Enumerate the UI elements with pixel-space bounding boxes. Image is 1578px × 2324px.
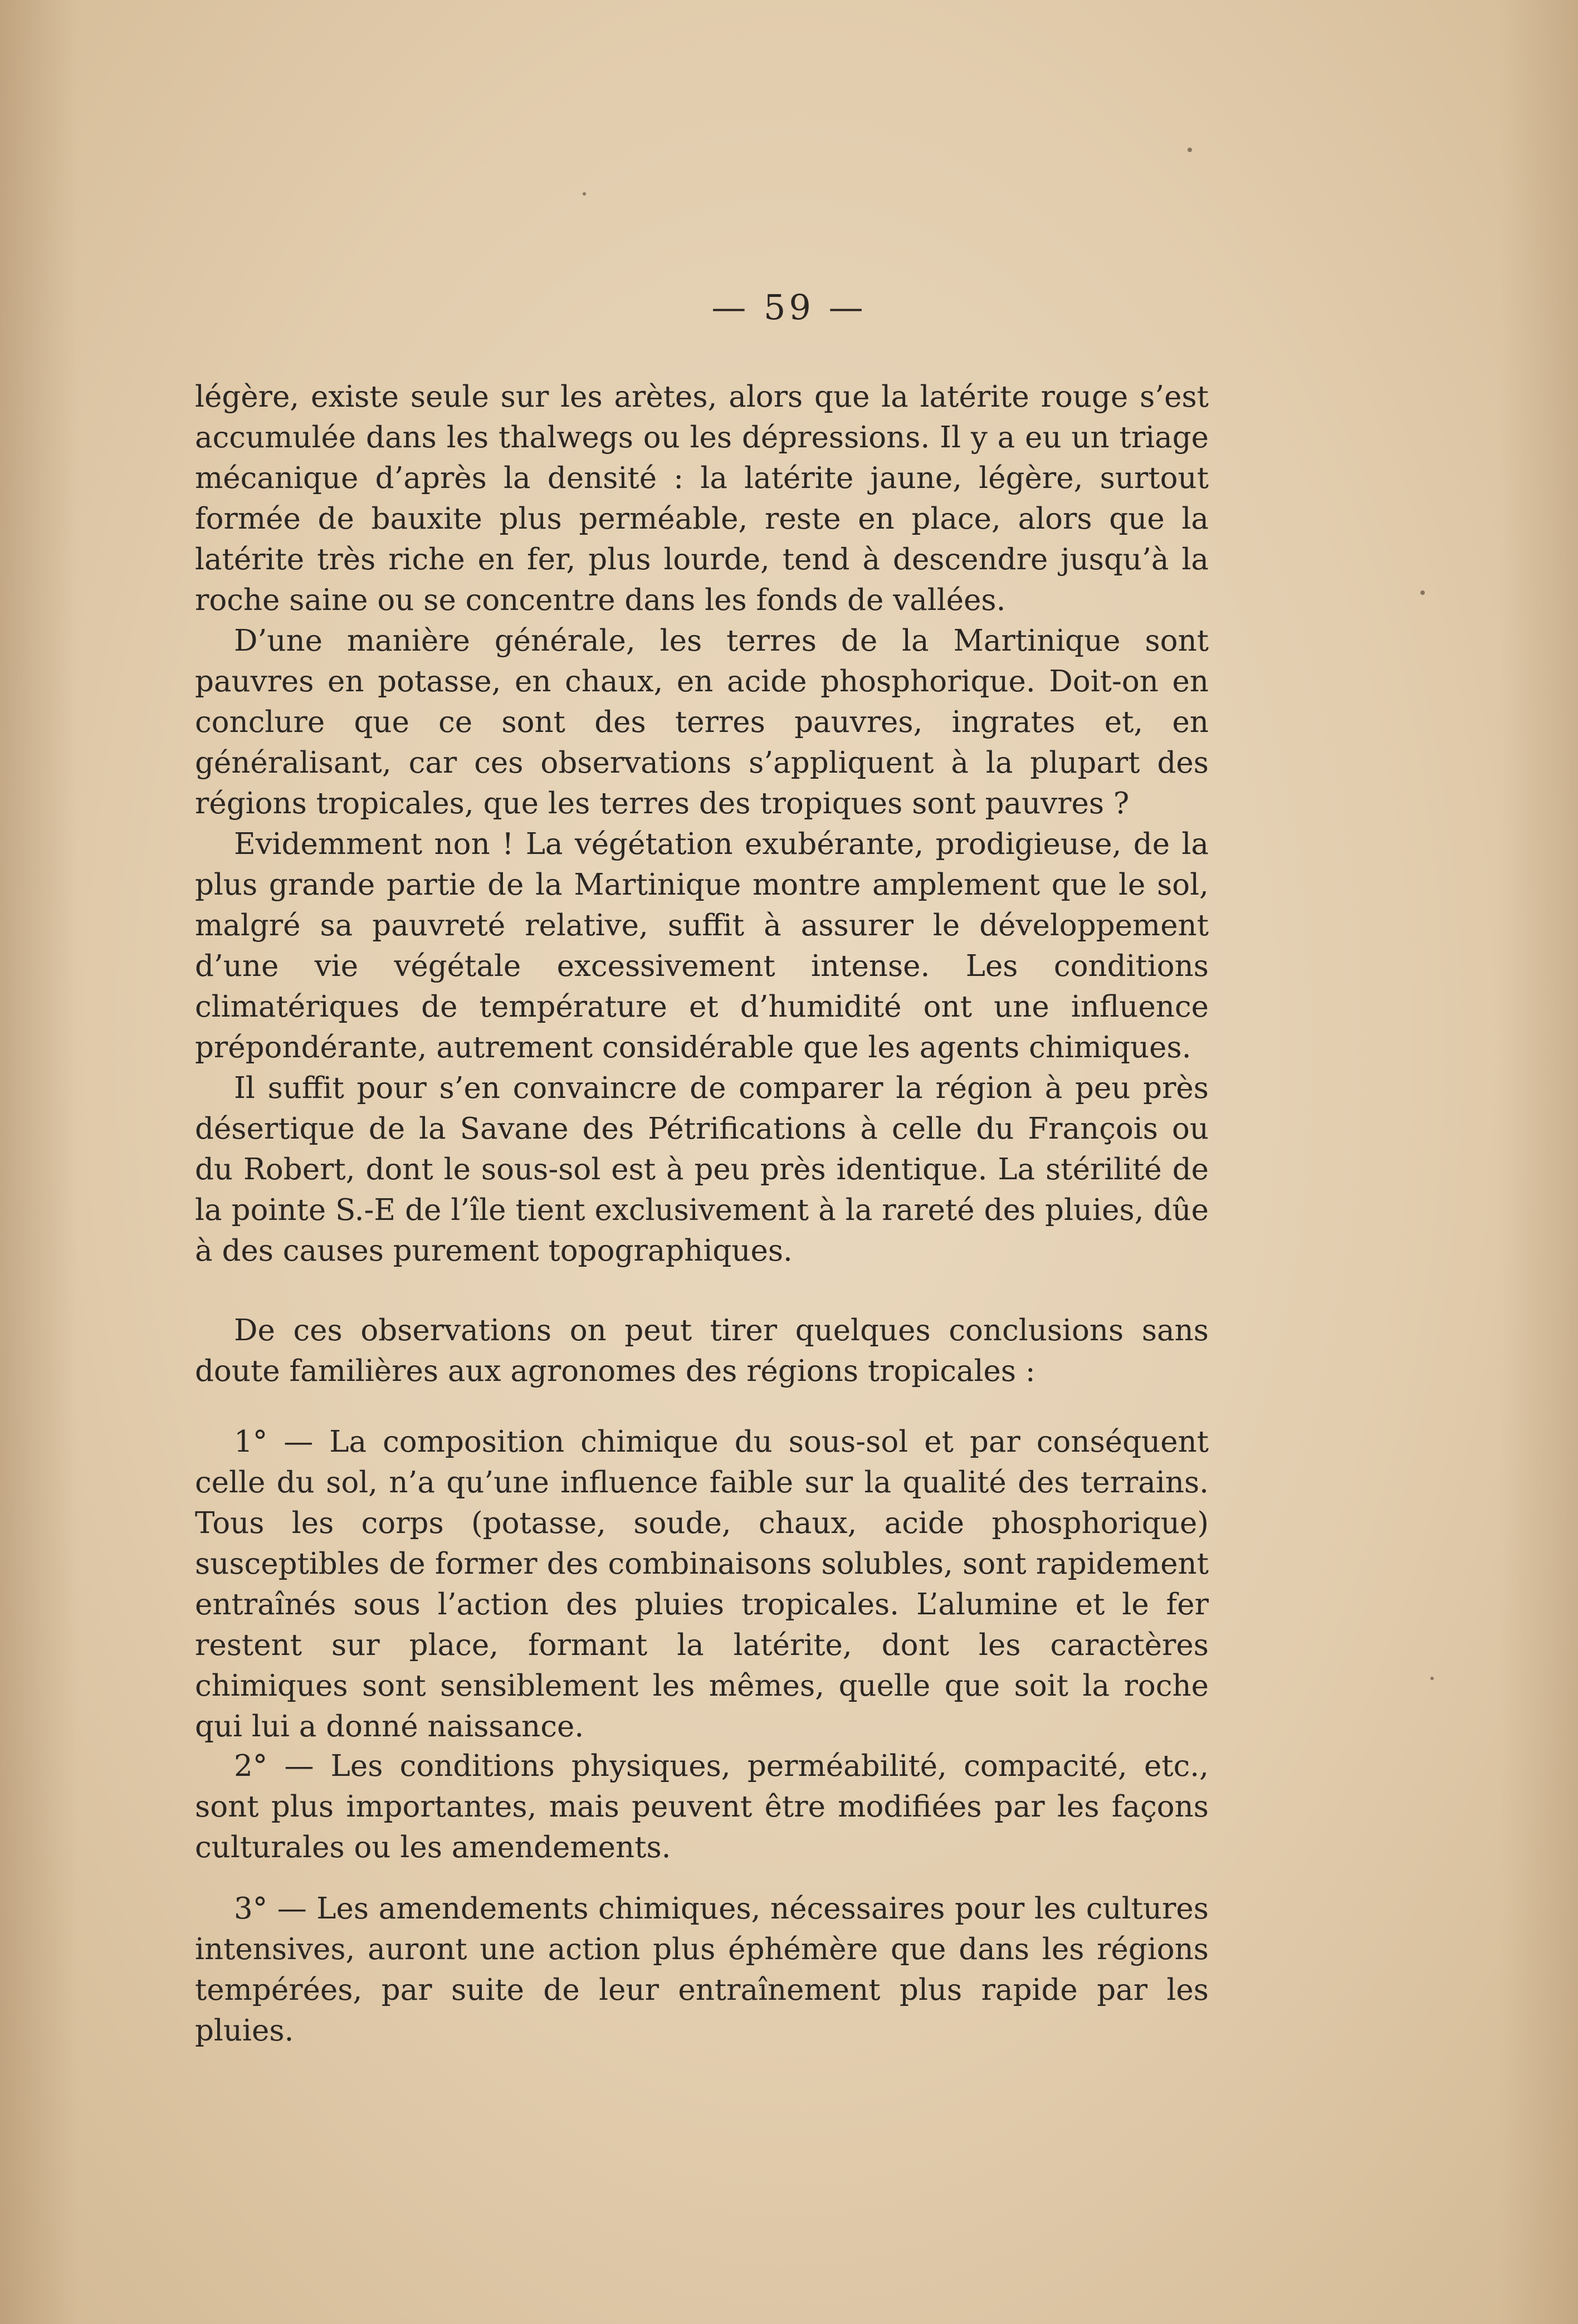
paragraph: 3° — Les amendements chimiques, nécessaires pour les cultures intensives, auront une action plus éphémère que dans les régions tempérées, par suite de leur entraînement plus rapide par les pluies. xyxy=(195,1892,1209,2048)
page-edge-shadow-left xyxy=(0,0,78,2324)
paragraph: Evidemment non ! La végétation exubérante, prodigieuse, de la plus grande partie de la Martinique montre amplement que le sol, malgré sa pauvreté relative, suffit à assurer le développement d’une vie végétale excessivement intense. Les conditions climatériques de température et d’humidité ont une influence prépondérante, autrement considérable que les agents chimiques. xyxy=(195,827,1209,1065)
paper-speck xyxy=(583,192,586,196)
paragraph: Il suffit pour s’en convaincre de comparer la région à peu près désertique de la Savane des Pétrifications à celle du François ou du Robert, dont le sous-sol est à peu près identique. La stérilité de la pointe S.-E de l’île tient exclusivement à la rareté des pluies, dûe à des causes purement topographiques. xyxy=(195,1071,1209,1268)
conclusions-intro xyxy=(195,1310,1209,1392)
paper-speck xyxy=(1430,1677,1434,1680)
conclusion-item-3 xyxy=(195,1888,1209,2051)
conclusion-item-1 xyxy=(195,1422,1209,1747)
paper-speck xyxy=(1420,590,1425,595)
paragraph: D’une manière générale, les terres de la Martinique sont pauvres en potasse, en chaux, en acide phosphorique. Doit-on en conclure que ce sont des terres pauvres, ingrates et, en généralisant, car ces observations s’appliquent à la plupart des régions tropicales, que les terres des tropiques sont pauvres ? xyxy=(195,624,1209,821)
conclusion-item-2 xyxy=(195,1746,1209,1868)
paragraph: 1° — La composition chimique du sous-sol et par conséquent celle du sol, n’a qu’une influence faible sur la qualité des terrains. Tous les corps (potasse, soude, chaux, acide phosphorique) susceptibles de former des combinaisons solubles, sont rapidement entraînés sous l’action des pluies tropicales. L’alumine et le fer restent sur place, formant la latérite, dont les caractères chimiques sont sensiblement les mêmes, quelle que soit la roche qui lui a donné naissance. xyxy=(195,1425,1209,1744)
paragraph: De ces observations on peut tirer quelques conclusions sans doute familières aux agronomes des régions tropicales : xyxy=(195,1314,1209,1388)
body-text-section xyxy=(195,377,1209,1271)
page-number: — 59 — xyxy=(711,287,867,328)
paragraph: 2° — Les conditions physiques, perméabilité, compacité, etc., sont plus importantes, mais peuvent être modifiées par les façons culturales ou les amendements. xyxy=(195,1749,1209,1864)
paper-speck xyxy=(1188,148,1192,152)
page-edge-shadow-right xyxy=(1500,0,1578,2324)
paragraph: légère, existe seule sur les arètes, alors que la latérite rouge s’est accumulée dans les thalwegs ou les dépressions. Il y a eu un triage mécanique d’après la densité : la latérite jaune, légère, surtout formée de bauxite plus perméable, reste en place, alors que la latérite très riche en fer, plus lourde, tend à descendre jusqu’à la roche saine ou se concentre dans les fonds de vallées. xyxy=(195,380,1209,617)
